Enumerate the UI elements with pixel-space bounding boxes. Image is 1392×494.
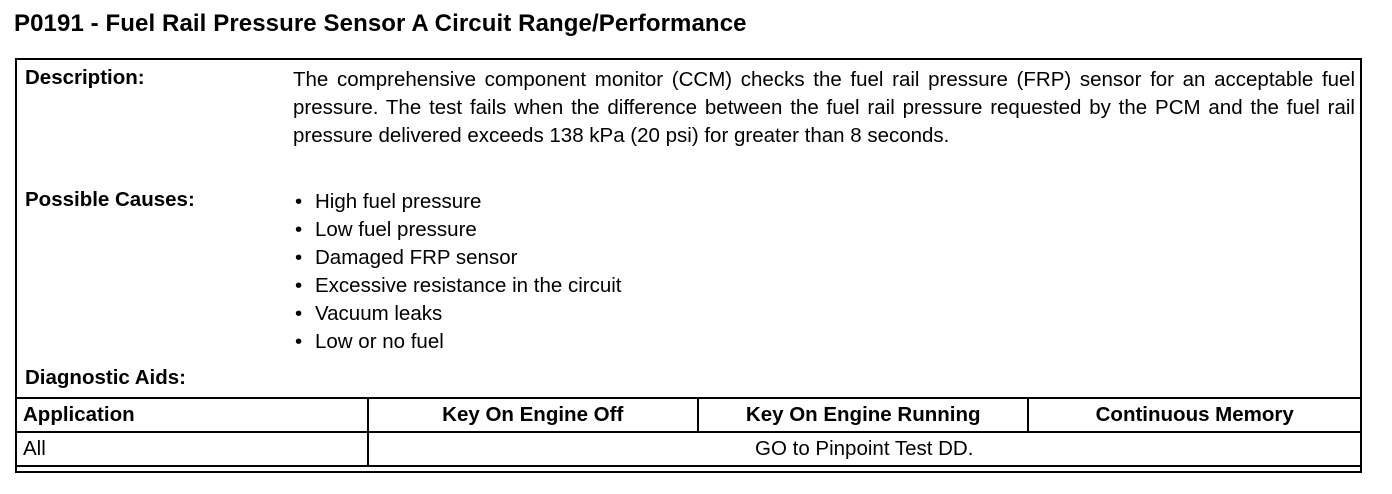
list-item [293, 188, 621, 216]
list-item [293, 272, 621, 300]
bullet-icon: • [295, 274, 303, 297]
list-item [293, 216, 621, 244]
action-cell: GO to Pinpoint Test DD. [368, 432, 1362, 466]
description-text: The comprehensive component monitor (CCM) checks the fuel rail pressure (FRP) sensor for an acceptable fuel pressure. The test fails when the difference between the fuel rail pressure requested by the PCM and the fuel rail pressure delivered exceeds 138 kPa (20 psi) for greater than 8 seconds. [293, 68, 1355, 147]
header-continuous-memory: Continuous Memory [1028, 398, 1361, 432]
header-application: Application [16, 398, 368, 432]
cause-text: High fuel pressure [315, 190, 482, 213]
list-item [293, 328, 621, 356]
bullet-icon: • [295, 190, 303, 213]
table-row [16, 432, 1361, 466]
cause-text: Low fuel pressure [315, 218, 477, 241]
application-cell: All [16, 432, 368, 466]
cause-text: Vacuum leaks [315, 302, 443, 325]
application-table [15, 397, 1362, 467]
bullet-icon: • [295, 218, 303, 241]
page-title: P0191 - Fuel Rail Pressure Sensor A Circuit Range/Performance [14, 10, 747, 37]
diagnostic-aids-label: Diagnostic Aids: [25, 366, 186, 389]
bullet-icon: • [295, 246, 303, 269]
table-header-row [16, 398, 1361, 432]
possible-causes-label: Possible Causes: [25, 188, 195, 211]
list-item [293, 244, 621, 272]
header-key-on-engine-running: Key On Engine Running [698, 398, 1028, 432]
cause-text: Damaged FRP sensor [315, 246, 518, 269]
dtc-info-box [15, 58, 1362, 473]
header-key-on-engine-off: Key On Engine Off [368, 398, 698, 432]
list-item [293, 300, 621, 328]
possible-causes-list [293, 188, 621, 356]
bullet-icon: • [295, 302, 303, 325]
cause-text: Low or no fuel [315, 330, 444, 353]
description-label: Description: [25, 66, 145, 89]
bullet-icon: • [295, 330, 303, 353]
cause-text: Excessive resistance in the circuit [315, 274, 622, 297]
